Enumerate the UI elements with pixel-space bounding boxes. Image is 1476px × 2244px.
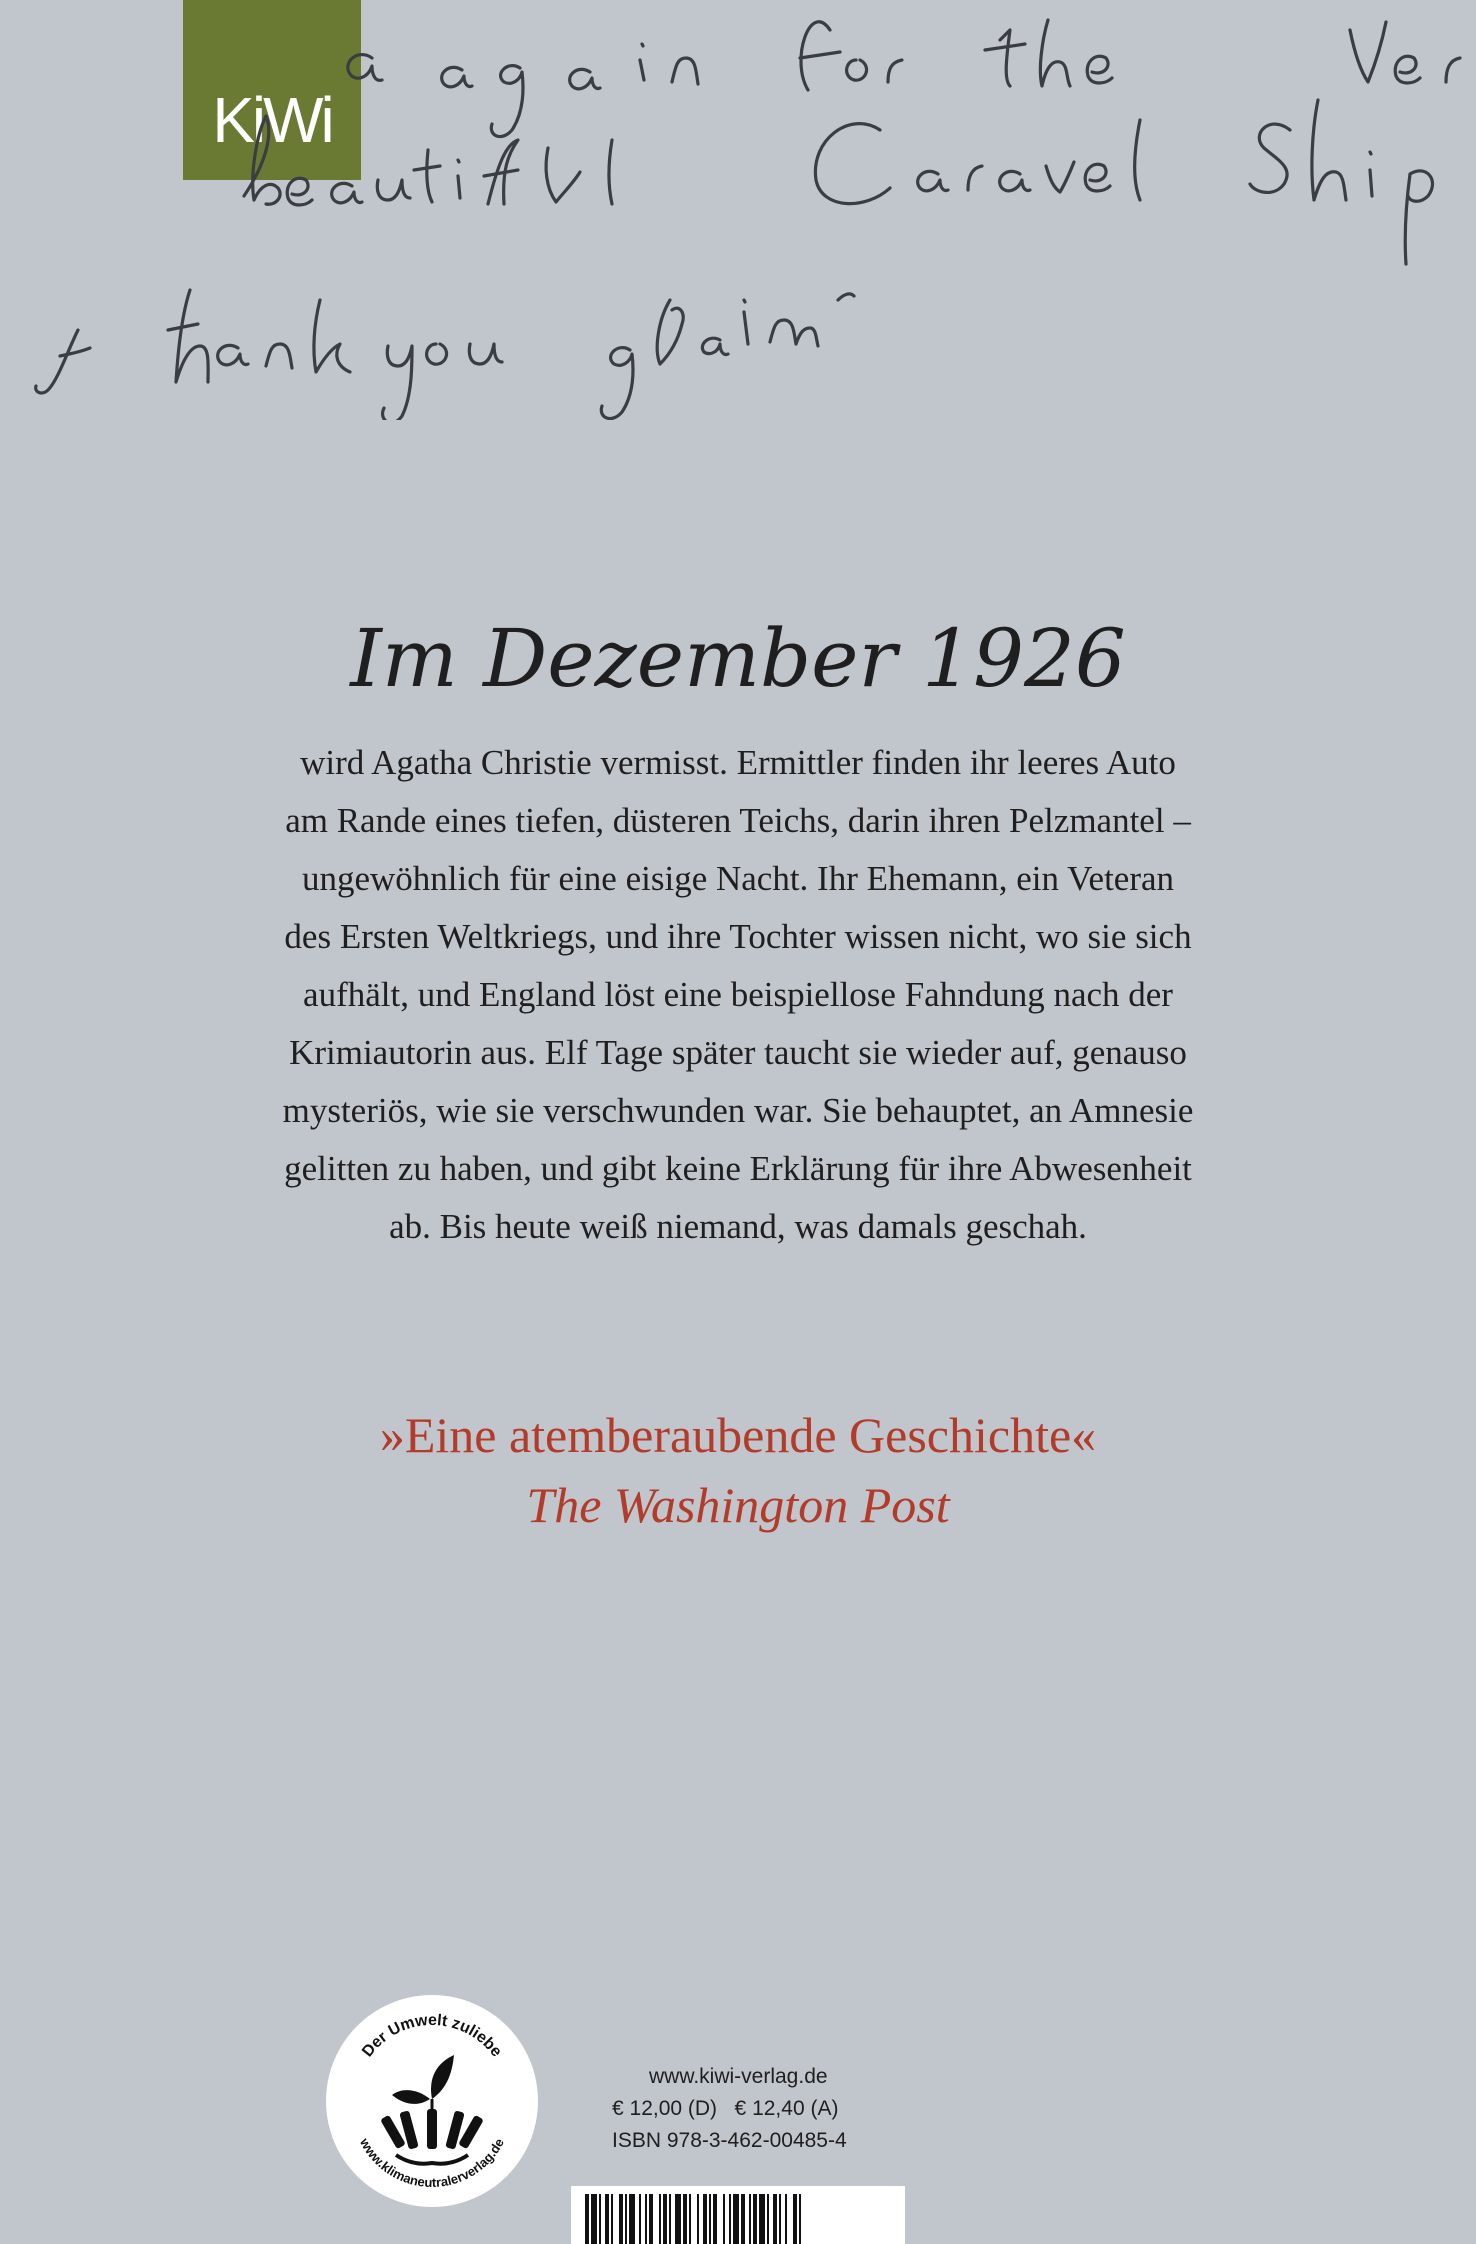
blurb-line: mysteriös, wie sie verschwunden war. Sie behauptet, an Amnesie — [282, 1091, 1194, 1130]
review-source: The Washington Post — [526, 1477, 950, 1533]
seal-top-text: Der Umwelt zuliebe — [359, 2011, 505, 2061]
price-line: € 12,00 (D) € 12,40 (A) — [612, 2097, 839, 2120]
leaf-book-icon — [326, 1995, 538, 2207]
blurb-line: aufhält, und England löst eine beispiellose Fahndung nach der — [303, 975, 1173, 1014]
publisher-logo-text: KiWi — [212, 84, 332, 156]
review-quote — [0, 1400, 1476, 1540]
imprint-block — [612, 2061, 912, 2157]
handwritten-inscription — [0, 0, 1476, 420]
isbn-barcode — [571, 2186, 905, 2244]
blurb-line: gelitten zu haben, und gibt keine Erklärung für ihre Abwesenheit — [284, 1149, 1192, 1188]
svg-text:Der Umwelt zuliebe — [359, 2012, 505, 2060]
blurb-line: wird Agatha Christie vermisst. Ermittler finden ihr leeres Auto — [300, 743, 1176, 782]
eco-seal — [326, 1995, 538, 2207]
publisher-url: www.kiwi-verlag.de — [649, 2065, 828, 2088]
blurb-line: Krimiautorin aus. Elf Tage später taucht sie wieder auf, genauso — [289, 1033, 1187, 1072]
barcode-bars — [571, 2186, 905, 2244]
blurb-line: ab. Bis heute weiß niemand, was damals geschah. — [389, 1207, 1087, 1246]
seal-bottom-text: www.klimaneutralerverlag.de — [357, 2135, 507, 2191]
blurb-body — [180, 734, 1296, 1256]
blurb-line: des Ersten Weltkriegs, und ihre Tochter wissen nicht, wo sie sich — [284, 917, 1192, 956]
blurb-headline: Im Dezember 1926 — [350, 612, 1126, 705]
blurb-line: am Rande eines tiefen, düsteren Teichs, darin ihren Pelzmantel – — [285, 801, 1191, 840]
isbn-line: ISBN 978-3-462-00485-4 — [612, 2129, 847, 2152]
review-quote-text: »Eine atemberaubende Geschichte« — [379, 1407, 1097, 1463]
blurb-line: ungewöhnlich für eine eisige Nacht. Ihr Ehemann, ein Veteran — [301, 859, 1175, 898]
